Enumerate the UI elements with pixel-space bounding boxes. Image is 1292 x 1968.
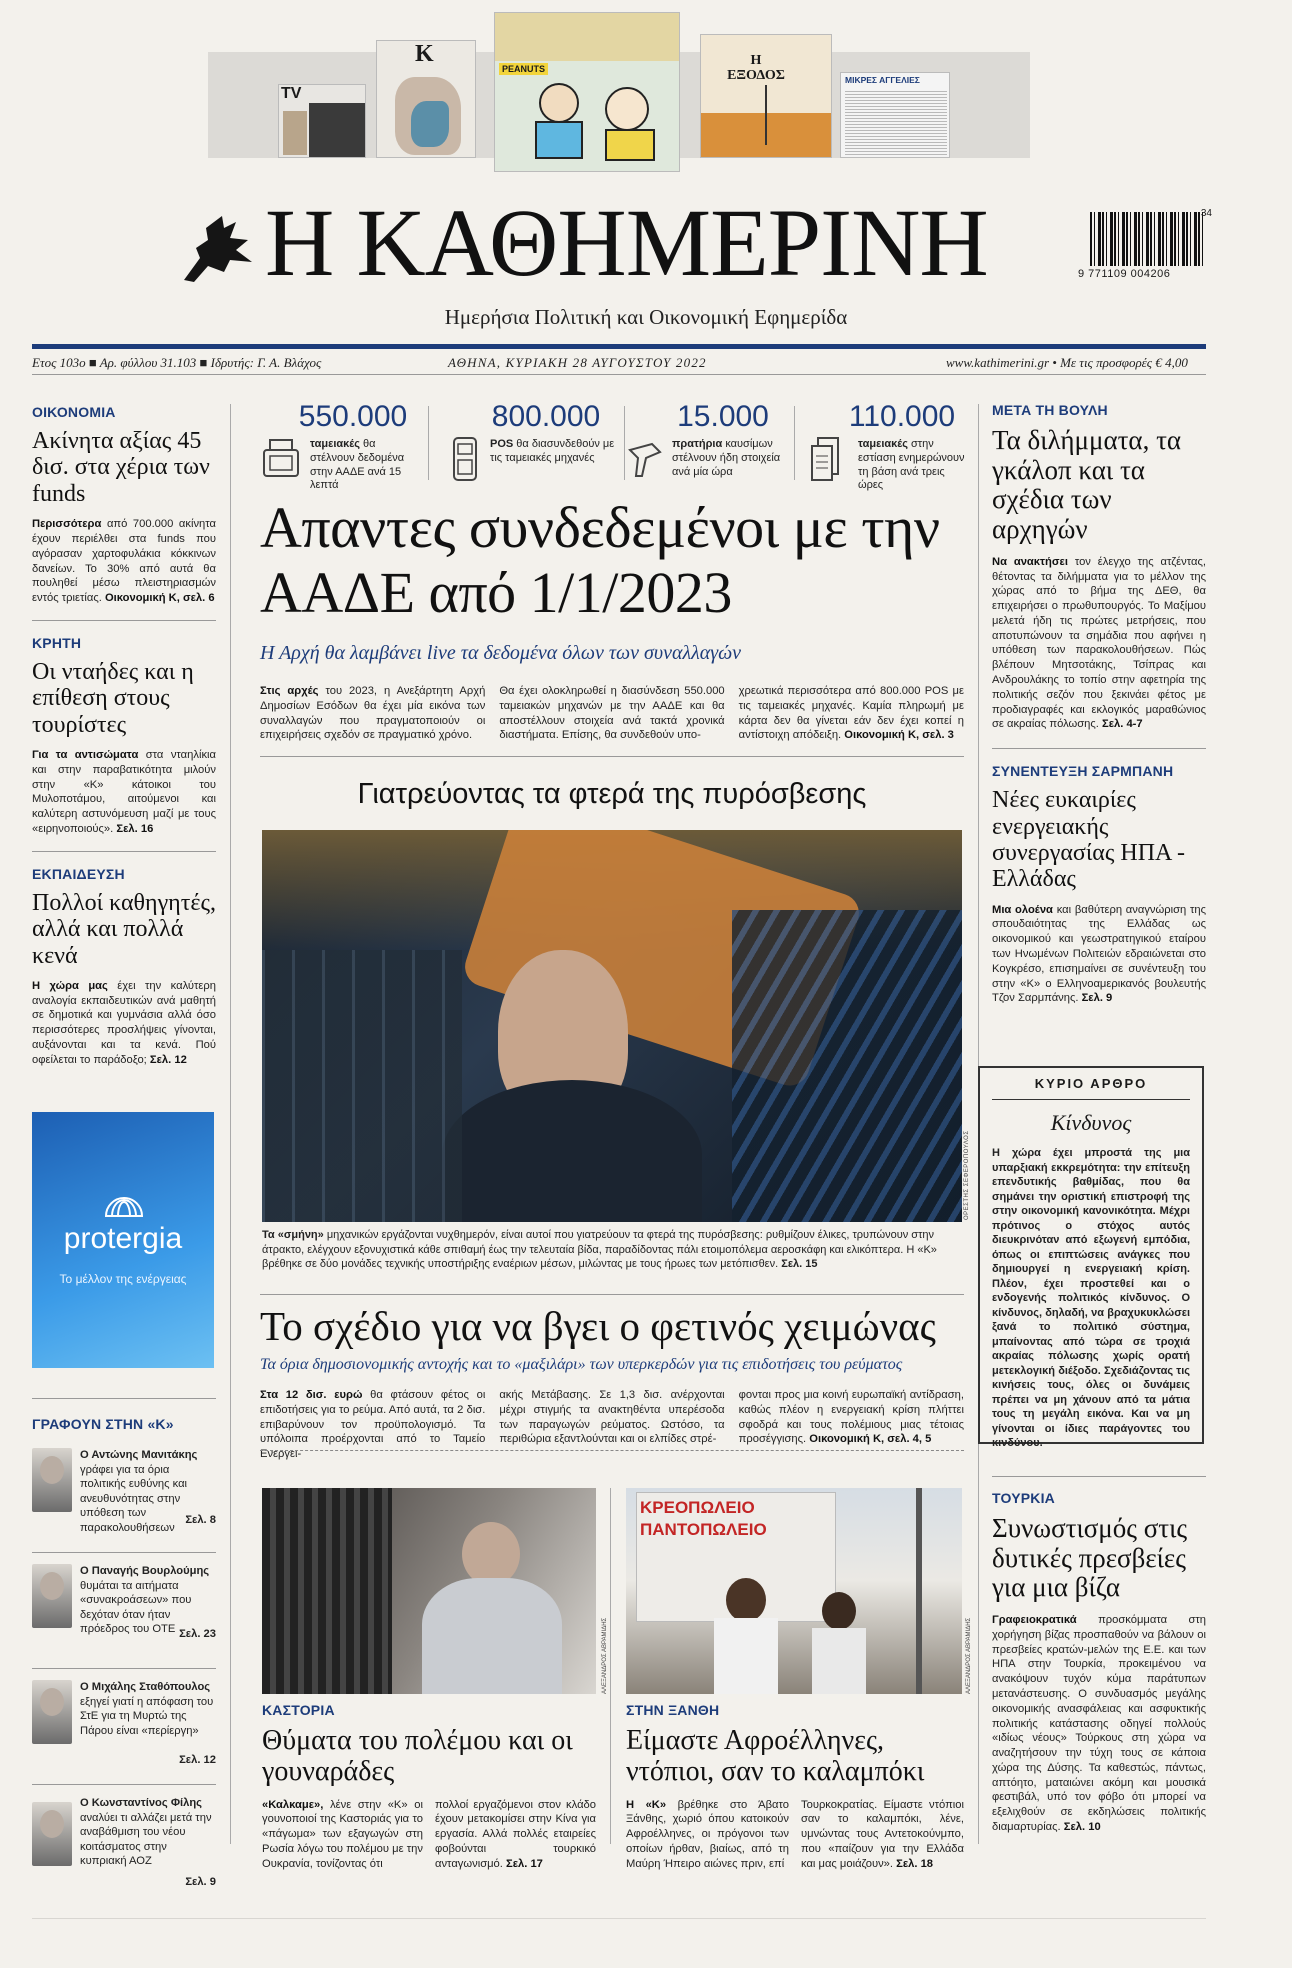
story-category: ΤΟΥΡΚΙΑ bbox=[992, 1490, 1055, 1506]
info-date: ΑΘΗΝΑ, ΚΥΡΙΑΚΗ 28 ΑΥΓΟΥΣΤΟΥ 2022 bbox=[448, 355, 707, 370]
masthead-title: Η ΚΑΘΗΜΕΡΙΝΗ bbox=[265, 189, 988, 296]
teaser-peanuts[interactable] bbox=[494, 12, 680, 172]
info-right[interactable]: www.kathimerini.gr • Με τις προσφορές € 4,00 bbox=[946, 355, 1188, 370]
teaser-classifieds-label: ΜΙΚΡΕΣ ΑΓΓΕΛΙΕΣ bbox=[845, 75, 920, 85]
writer-item[interactable]: Ο Κωνσταντίνος Φίλης αναλύει τι αλλάζει μετά την αναβάθμιση του νέου κοιτάσματος στην κυπριακή ΑΟΖ Σελ. 9 bbox=[32, 1796, 216, 1896]
story-category: ΣΤΗΝ ΞΑΝΘΗ bbox=[626, 1702, 720, 1718]
story-category: ΚΡΗΤΗ bbox=[32, 634, 82, 651]
stat-number: 110.000 bbox=[848, 400, 956, 433]
second-headline[interactable]: Το σχέδιο για να βγει ο φετινός χειμώνας bbox=[260, 1303, 936, 1349]
stat-number: 15.000 bbox=[677, 400, 769, 433]
story-body: Περισσότερα από 700.000 ακίνητα έχουν περιέλθει στα funds που αγόρασαν χαρτοφυλάκια κόκκινων δανείων. Το 30% από αυτά θα πουληθεί μέσω πλειστηριασμών εντός τριετίας. Οικονομική Κ, σελ. 6 bbox=[32, 518, 217, 605]
writer-item[interactable]: Ο Μιχάλης Σταθόπουλος εξηγεί γιατί η απόφαση του ΣτΕ για τη Μυρτώ της Πάρου είναι «περίεργη» Σελ. 12 bbox=[32, 1680, 216, 1788]
masthead-subtitle: Ημερήσια Πολιτική και Οικονομική Εφημερίδα bbox=[444, 305, 848, 329]
story-title[interactable]: Θύματα του πολέμου και οι γουναράδες bbox=[262, 1725, 573, 1787]
story-category: ΚΑΣΤΟΡΙΑ bbox=[262, 1702, 335, 1718]
right-column bbox=[992, 402, 1206, 1006]
story-title[interactable]: Τα διλήμματα, τα γκάλοπ και τα σχέδια των αρχηγών bbox=[992, 425, 1182, 545]
barcode bbox=[1078, 208, 1212, 282]
story-body: Γραφειοκρατικά προσκόμματα στη χορήγηση βίζας προσπαθούν να βάλουν οι πρεσβείες κρατών-μελών της Ε.Ε. και των ΗΠΑ στην Τουρκία, προκειμένου να ανακόψουν τυχόν κύμα παράτυπων μετανάστευσης. Ο συνδυασμός μεγάλης οικονομικής ανασφάλειας και ασφυκτικής πολιτικής κατάστασης οδηγεί πολλούς «ιδίως νέους» Τούρκους στη χώρα να αναζητήσουν την τύχη τους σε κάποια χώρα της Δύσης. Τα καθεστώς, πάντως, απτόητο, ματαιώνει ακόμη και μουσικά φεστιβάλ, υπό τον φόβο ότι μπορεί να εξελιχθούν σε εκδηλώσεις πολιτικής διαμαρτυρίας. Σελ. 10 bbox=[992, 1614, 1206, 1833]
teaser-k-label: K bbox=[415, 41, 434, 67]
photo-credit: ΟΡΕΣΤΗΣ ΣΕΦΕΡΟΠΟΥΛΟΣ bbox=[964, 1130, 970, 1220]
barcode-number: 9 771109 004206 bbox=[1078, 268, 1171, 280]
teaser-exodos-label: Η ΕΞΟΔΟΣ bbox=[727, 53, 785, 84]
kastoria-story: ΚΑΣΤΟΡΙΑ Θύματα του πολέμου και οι γουναράδες «Καλκαμε», λένε στην «Κ» οι γουνοποιοί της Καστοριάς για το «πάγωμα» των εξαγωγών στη Ρωσία λόγω του πολέμου με την Ουκρανία, τονίζοντας ότι πολλοί εργαζόμενοι στον κλάδο έχουν μετακομίσει στην Κίνα για εργασία. Αλλά πολλές εταιρείες φοβούνται τουρκικό ανταγωνισμό. Σελ. 17 bbox=[262, 1702, 596, 1870]
pos-terminal-icon bbox=[448, 436, 482, 482]
story-title[interactable]: Οι νταήδες και η επίθεση στους τουρίστες bbox=[32, 658, 194, 738]
story-title[interactable]: Είμαστε Αφροέλληνες, ντόπιοι, σαν το καλαμπόκι bbox=[626, 1725, 925, 1787]
teaser-peanuts-label: PEANUTS bbox=[499, 63, 548, 75]
firefighting-mechanic-photo bbox=[262, 830, 962, 1222]
story-category: ΣΥΝΕΝΤΕΥΞΗ ΣΑΡΜΠΑΝΗ bbox=[992, 763, 1174, 780]
avatar bbox=[32, 1680, 72, 1744]
story-category: ΟΙΚΟΝΟΜΙΑ bbox=[32, 404, 116, 420]
writers-heading: ΓΡΑΦΟΥΝ ΣΤΗΝ «Κ» bbox=[32, 1416, 174, 1432]
photo-story-title[interactable]: Γιατρεύοντας τα φτερά της πυρόσβεσης bbox=[357, 778, 867, 810]
second-article: Στα 12 δισ. ευρώ θα φτάσουν φέτος οι επιδοτήσεις για το ρεύμα. Από αυτά, τα 2 δισ. επιβαρύνουν τον προϋπολογισμό. Τα υπόλοιπα προέρχονται από το Ταμείο Ενεργει- ακής Μετάβασης. Σε 1,3 δισ. ανέρχονται μέχρι στιγμής τα ανακτηθέντα υπερέσοδα των παραγωγών ρεύματος. Ωστόσο, τα περιθώρια εξαντλούνται και οι ελπίδες στρέ- φονται προς μια κοινή ευρωπαϊκή αντίδραση, καθώς πλέον η ενεργειακή κρίση πλήττει σφοδρά και τους πολέμιους μιας τέτοιας προσέγγισης. Οικονομική Κ, σελ. 4, 5 bbox=[260, 1389, 964, 1461]
turkey-story bbox=[992, 1490, 1206, 1835]
cash-register-icon bbox=[260, 436, 302, 480]
editorial-box bbox=[978, 1066, 1204, 1450]
photo-credit: ΑΛΕΞΑΝΔΡΟΣ ΑΒΡΑΜΙΔΗΣ bbox=[602, 1617, 608, 1694]
writer-item[interactable]: Ο Παναγής Βουρλούμης θυμάται τα αιτήματα «συνακροάσεων» που δεχόταν όταν ήταν πρόεδρος του ΟΤΕ Σελ. 23 bbox=[32, 1564, 216, 1672]
teaser-k-magazine[interactable] bbox=[376, 40, 476, 158]
shop-sign: ΠΑΝΤΟΠΩΛΕΙΟ bbox=[640, 1520, 767, 1539]
stat-number: 800.000 bbox=[491, 400, 601, 433]
stat-item: 800.000 POS θα διασυνδεθούν με τις ταμειακές μηχανές bbox=[446, 400, 616, 486]
story-title[interactable]: Ακίνητα αξίας 45 δισ. στα χέρια των funds bbox=[32, 428, 210, 507]
shop-sign: ΚΡΕΟΠΩΛΕΙΟ bbox=[640, 1498, 755, 1517]
teaser-exodos[interactable] bbox=[700, 34, 832, 158]
avatar bbox=[32, 1564, 72, 1628]
photo-credit: ΑΛΕΞΑΝΔΡΟΣ ΑΒΡΑΜΙΔΗΣ bbox=[966, 1617, 972, 1694]
story-title[interactable]: Νέες ευκαιρίες ενεργειακής συνεργασίας ΗΠΑ - Ελλάδας bbox=[992, 787, 1186, 893]
story-body: Μια ολοένα και βαθύτερη αναγνώριση της σπουδαιότητας της Ελλάδας ως οικονομικού και γεωστρατηγικού εταίρου των Ηνωμένων Πολιτειών εδραιώνεται στο Κογκρέσο, επισημαίνει σε συνέντευξη του στην «Κ» ο Ελληνοαμερικανός βουλευτής Τζον Σαρμπάνης. Σελ. 9 bbox=[992, 903, 1206, 1005]
main-subheadline: Η Αρχή θα λαμβάνει live τα δεδομένα όλων των συναλλαγών bbox=[260, 642, 741, 664]
kastoria-furrier-photo bbox=[262, 1488, 596, 1694]
teaser-classifieds[interactable] bbox=[840, 72, 950, 158]
teaser-tv-label: TV bbox=[281, 85, 302, 102]
ad-tagline: Το μέλλον της ενέργειας bbox=[59, 1272, 187, 1286]
avatar bbox=[32, 1802, 72, 1866]
story-title[interactable]: Συνωστισμός στις δυτικές πρεσβείες για μια βίζα bbox=[992, 1513, 1188, 1603]
griffin-logo-icon bbox=[178, 210, 258, 286]
story-body: Να ανακτήσει τον έλεγχο της ατζέντας, θέτοντας τα διλήμματα για το μέλλον της χώρας από το βήμα της ΔΕΘ, θα επιχειρήσει ο πρωθυπουργός. Το Μαξίμου μελετά ήδη τις πρώτες μετρήσεις, που αποτυπώνουν τα σημάδια που αφήνει η υπόθεση των παρακολουθήσεων. Πώς βλέπουν Μητσοτάκης, Τσίπρας και Ανδρουλάκης το τοπίο στην αφετηρία της πολιτικής σεζόν που ξεκινάει φέτος με προδιαγραφές και εκλογικός μαραθώνιος σε ακραίας πόλωσης. Σελ. 4-7 bbox=[992, 555, 1206, 731]
fuel-nozzle-icon bbox=[626, 436, 666, 482]
photo-caption: Τα «σμήνη» μηχανικών εργάζονται νυχθημερόν, είναι αυτοί που γιατρεύουν τα φτερά της πυρόσβεσης: ρυθμίζουν έλικες, τρυπώνουν στην άτρακτο, ελέγχουν εξονυχιστικά κάθε σπιθαμή έως την τελευταία βίδα, παραδίδοντας πάλι ετοιμοπόλεμα αεροσκάφη και ελικόπτερα. Η «Κ» βρέθηκε σε δύο μονάδες τεχνικής υποστήριξης εναέριων μέσων, μιλώντας με τους ήρωες των μετόπισθεν. Σελ. 15 bbox=[262, 1229, 937, 1271]
stat-item: 550.000 ταμειακές θα στέλνουν δεδομένα στην ΑΑΔΕ ανά 15 λεπτά bbox=[258, 400, 418, 486]
editorial-title[interactable]: Κίνδυνος bbox=[1050, 1110, 1132, 1135]
story-category: ΜΕΤΑ ΤΗ ΒΟΥΛΗ bbox=[992, 402, 1108, 418]
stat-item: 110.000 ταμειακές στην εστίαση ενημερώνουν τη βάση ανά τρεις ώρες bbox=[808, 400, 966, 486]
story-category: ΕΚΠΑΙΔΕΥΣΗ bbox=[32, 865, 125, 882]
xanthi-shop-photo bbox=[626, 1488, 962, 1694]
barcode-issue: 34 bbox=[1200, 208, 1212, 219]
receipt-icon bbox=[810, 436, 844, 482]
stat-number: 550.000 bbox=[298, 400, 408, 433]
editorial-heading: ΚΥΡΙΟ ΑΡΘΡΟ bbox=[1034, 1076, 1148, 1091]
dashed-divider bbox=[260, 1450, 964, 1451]
story-title[interactable]: Πολλοί καθηγητές, αλλά και πολλά κενά bbox=[32, 889, 216, 969]
xanthi-story: ΣΤΗΝ ΞΑΝΘΗ Είμαστε Αφροέλληνες, ντόπιοι, σαν το καλαμπόκι Η «Κ» βρέθηκε στο Άβατο Ξάνθης, χωριό όπου κατοικούν Αφροέλληνες, οι πρόγονοι των οποίων ήρθαν, βιαίως, από τη Μαύρη Ήπειρο αιώνες πριν, επί Τουρκοκρατίας. Είμαστε ντόπιοι σαν το καλαμπόκι, λένε, υμνώντας τους Αντετοκούνμπο, που «παίζουν για την Ελλάδα και μας μοιάζουν». Σελ. 18 bbox=[626, 1702, 964, 1870]
info-left: Ετος 103ο ■ Αρ. φύλλου 31.103 ■ Ιδρυτής: Γ. Α. Βλάχος bbox=[32, 355, 322, 370]
stat-item: 15.000 πρατήρια καυσίμων στέλνουν ήδη στοιχεία ανά μία ώρα bbox=[626, 400, 790, 486]
avatar bbox=[32, 1448, 72, 1512]
editorial-body: Η χώρα έχει μπροστά της μια υπαρξιακή εκκρεμότητα: την επίτευξη επενδυτικής βαθμίδας, που θα σημάνει την οριστική επιστροφή της στην οικονομική κανονικότητα. Μέχρι πρότινος ο στόχος αυτός διευκρινόταν από εξωγενή εμπόδια, όπως οι επιπτώσεις ανάγκες που δημιουργεί η ενεργειακή κρίση. Πλέον, έχει προστεθεί και ο ενδογενής πολιτικός κίνδυνος. Ο κίνδυνος, δηλαδή, να βραχυκυκλώσει ξανά το πολιτικό σύστημα, μπαίνοντας από τώρα σε τροχιά ακραίας πόλωσης χωρίς ορατή μετεκλογική διέξοδο. Σχεδιάζοντας τις κινήσεις τους, όλες οι δυνάμεις πρέπει να μη χάνουν από τα μάτια τους τη μεγάλη εικόνα. Και να μη γίνονται οι ίδιες παράγοντες του κινδύνου. bbox=[992, 1147, 1190, 1450]
protergia-ad[interactable] bbox=[32, 1112, 214, 1368]
teaser-tv[interactable] bbox=[278, 84, 366, 158]
masthead-rule bbox=[32, 344, 1206, 349]
protergia-logo-icon bbox=[104, 1186, 144, 1220]
left-column bbox=[32, 404, 216, 1068]
ad-brand: protergia bbox=[63, 1222, 183, 1255]
story-body: Η χώρα μας έχει την καλύτερη αναλογία εκπαιδευτικών ανά μαθητή σε δημοτικά και γυμνάσια αλλά όσο περισσότερες προσλήψεις γίνονται, αυξάνονται και τα κενά. Πού οφείλεται το παράδοξο; Σελ. 12 bbox=[32, 979, 217, 1066]
second-subheadline: Τα όρια δημοσιονομικής αντοχής και το «μαξιλάρι» των υπερκερδών για τις επιδοτήσεις του ρεύματος bbox=[260, 1356, 903, 1373]
main-headline[interactable]: Απαντες συνδεδεμένοι με την ΑΑΔΕ από 1/1/2023 bbox=[260, 495, 940, 625]
writer-item[interactable]: Ο Αντώνης Μανιτάκης γράφει για τα όρια πολιτικής ευθύνης και ανευθυνότητας στην υπόθεση των παρακολουθήσεων Σελ. 8 bbox=[32, 1448, 216, 1556]
story-body: Για τα αντισώματα στα νταηλίκια και στην παραβατικότητα μιλούν στην «Κ» κάτοικοι του Μυλοποτάμου, αιτούμενοι και καλύτερη αστυνόμευση μαζί με τους «ειρηνοποιούς». Σελ. 16 bbox=[32, 749, 216, 835]
main-article: Στις αρχές του 2023, η Ανεξάρτητη Αρχή Δημοσίων Εσόδων θα έχει μία εικόνα των συναλλαγών που πραγματοποιούν οι επιχειρήσεις σχεδόν σε πραγματικό χρόνο. Θα έχει ολοκληρωθεί η διασύνδεση 550.000 ταμειακών μηχανών με την ΑΑΔΕ και θα αποστέλλουν στοιχεία ανά τακτά χρονικά διαστήματα. Επίσης, θα συνδεθούν υπο- χρεωτικά περισσότερα από 800.000 POS με τις ταμειακές μηχανές. Καμία πληρωμή με κάρτα δεν θα γίνεται εάν δεν έχει κοπεί η αντίστοιχη απόδειξη. Οικονομική Κ, σελ. 3 bbox=[260, 685, 964, 742]
